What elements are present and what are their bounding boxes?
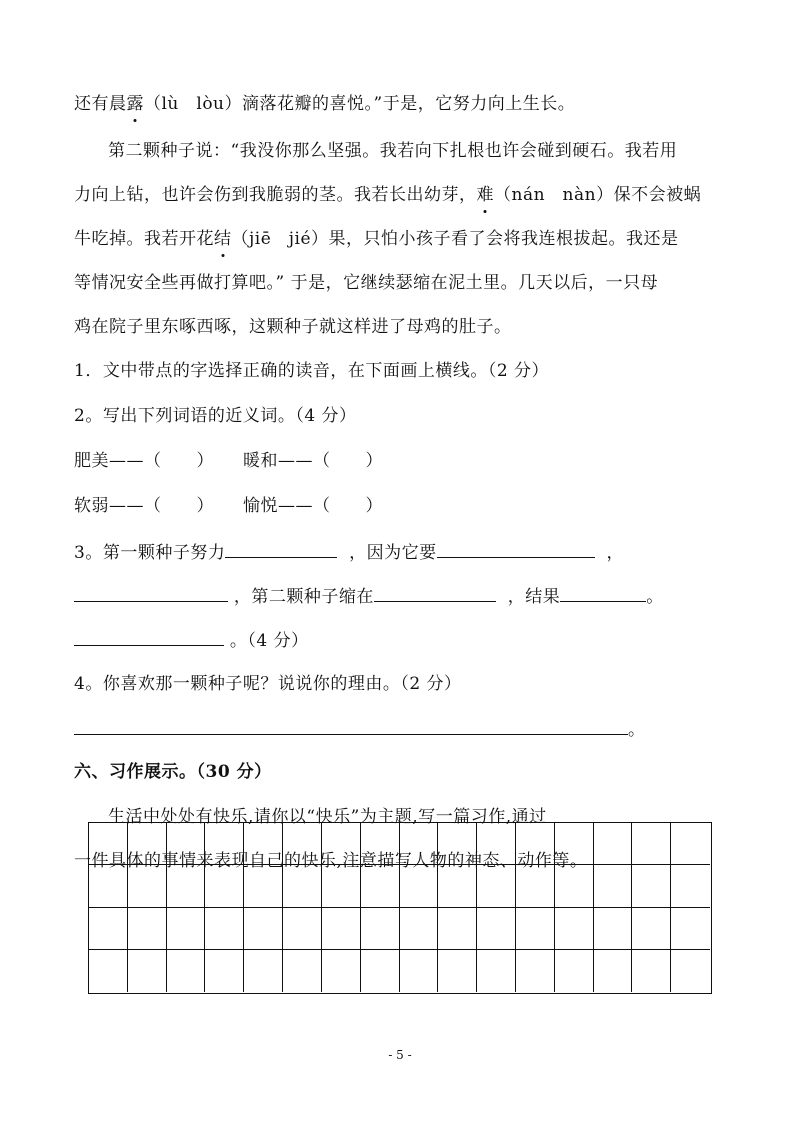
question-3-line-1: 3。第一颗种子努力 ，因为它要 ， bbox=[74, 539, 624, 565]
grid-cell[interactable] bbox=[322, 823, 361, 865]
grid-cell[interactable] bbox=[244, 950, 283, 992]
q3-blank-4[interactable] bbox=[374, 583, 496, 602]
q2-word-ruanruo: 软弱——（ ） bbox=[74, 496, 214, 516]
grid-cell[interactable] bbox=[128, 908, 167, 950]
q3-blank-3[interactable] bbox=[74, 583, 228, 602]
grid-cell[interactable] bbox=[361, 908, 400, 950]
grid-cell[interactable] bbox=[167, 908, 206, 950]
grid-cell[interactable] bbox=[671, 865, 710, 907]
grid-cell[interactable] bbox=[632, 865, 671, 907]
question-2-title: 2。写出下列词语的近义词。（4 分） bbox=[74, 406, 357, 426]
grid-cell[interactable] bbox=[671, 823, 710, 865]
passage-line-6: 鸡在院子里东啄西啄，这颗种子就这样进了母鸡的肚子。 bbox=[74, 317, 512, 337]
grid-cell[interactable] bbox=[671, 908, 710, 950]
grid-cell[interactable] bbox=[89, 950, 128, 992]
grid-cell[interactable] bbox=[283, 908, 322, 950]
grid-cell[interactable] bbox=[594, 908, 633, 950]
grid-cell[interactable] bbox=[361, 950, 400, 992]
page-number: - 5 - bbox=[388, 1048, 412, 1062]
grid-cell[interactable] bbox=[594, 823, 633, 865]
grid-cell[interactable] bbox=[361, 865, 400, 907]
grid-cell[interactable] bbox=[516, 823, 555, 865]
grid-cell[interactable] bbox=[400, 950, 439, 992]
grid-cell[interactable] bbox=[400, 908, 439, 950]
dotted-char-lu: 露 bbox=[126, 94, 144, 114]
q3-blank-6[interactable] bbox=[74, 627, 224, 646]
grid-cell[interactable] bbox=[89, 823, 128, 865]
grid-cell[interactable] bbox=[555, 908, 594, 950]
q2-word-feimei: 肥美——（ ） bbox=[74, 451, 214, 471]
grid-cell[interactable] bbox=[400, 823, 439, 865]
grid-cell[interactable] bbox=[244, 908, 283, 950]
grid-cell[interactable] bbox=[516, 950, 555, 992]
passage-line-4: 牛吃掉。我若开花结（jiē jié）果，只怕小孩子看了会将我连根拔起。我还是 bbox=[74, 229, 679, 249]
grid-cell[interactable] bbox=[477, 908, 516, 950]
grid-cell[interactable] bbox=[516, 908, 555, 950]
grid-cell[interactable] bbox=[361, 823, 400, 865]
dotted-char-jie: 结 bbox=[214, 229, 232, 249]
grid-cell[interactable] bbox=[89, 908, 128, 950]
grid-cell[interactable] bbox=[128, 823, 167, 865]
grid-cell[interactable] bbox=[477, 865, 516, 907]
question-3-line-3: 。（4 分） bbox=[74, 627, 309, 653]
q3-blank-5[interactable] bbox=[560, 583, 646, 602]
section-6-heading: 六、习作展示。（30 分） bbox=[74, 762, 272, 782]
grid-cell[interactable] bbox=[555, 865, 594, 907]
grid-cell[interactable] bbox=[283, 865, 322, 907]
grid-cell[interactable] bbox=[283, 950, 322, 992]
question-4-title: 4。你喜欢那一颗种子呢？说说你的理由。（2 分） bbox=[74, 674, 462, 694]
grid-cell[interactable] bbox=[632, 908, 671, 950]
grid-cell[interactable] bbox=[205, 908, 244, 950]
section-6-prompt-2: 一件具体的事情来表现自己的快乐,注意描写人物的神态、动作等。 bbox=[74, 851, 588, 871]
grid-cell[interactable] bbox=[400, 865, 439, 907]
grid-cell[interactable] bbox=[205, 950, 244, 992]
q3-blank-2[interactable] bbox=[437, 539, 595, 558]
grid-cell[interactable] bbox=[322, 908, 361, 950]
passage-line-1: 还有晨露（lù lòu）滴落花瓣的喜悦。”于是，它努力向上生长。 bbox=[74, 94, 576, 114]
grid-cell[interactable] bbox=[438, 950, 477, 992]
q2-word-yuyue: 愉悦——（ ） bbox=[243, 496, 383, 516]
q3-blank-1[interactable] bbox=[225, 539, 337, 558]
grid-cell[interactable] bbox=[167, 865, 206, 907]
question-4-answer-line: 。 bbox=[74, 716, 646, 742]
grid-cell[interactable] bbox=[632, 950, 671, 992]
grid-cell[interactable] bbox=[438, 908, 477, 950]
q4-answer-blank[interactable] bbox=[74, 716, 628, 735]
grid-cell[interactable] bbox=[205, 823, 244, 865]
grid-cell[interactable] bbox=[205, 865, 244, 907]
grid-cell[interactable] bbox=[555, 950, 594, 992]
question-1: 1．文中带点的字选择正确的读音，在下面画上横线。（2 分） bbox=[74, 361, 550, 381]
passage-line-5: 等情况安全些再做打算吧。” 于是，它继续瑟缩在泥土里。几天以后，一只母 bbox=[74, 273, 659, 293]
grid-cell[interactable] bbox=[477, 950, 516, 992]
grid-cell[interactable] bbox=[438, 865, 477, 907]
passage-line-2: 第二颗种子说：“我没你那么坚强。我若向下扎根也许会碰到硬石。我若用 bbox=[108, 141, 678, 161]
grid-cell[interactable] bbox=[555, 823, 594, 865]
grid-cell[interactable] bbox=[632, 823, 671, 865]
grid-cell[interactable] bbox=[438, 823, 477, 865]
section-6-prompt-1: 生活中处处有快乐,请你以“快乐”为主题,写一篇习作,通过 bbox=[108, 807, 547, 827]
q2-word-nuanhuo: 暖和——（ ） bbox=[243, 451, 383, 471]
grid-cell[interactable] bbox=[516, 865, 555, 907]
grid-cell[interactable] bbox=[594, 865, 633, 907]
writing-grid[interactable] bbox=[88, 822, 712, 994]
grid-cell[interactable] bbox=[89, 865, 128, 907]
grid-cell[interactable] bbox=[128, 950, 167, 992]
dotted-char-nan: 难 bbox=[476, 185, 494, 205]
question-3-line-2: ，第二颗种子缩在 ，结果 。 bbox=[74, 583, 664, 609]
grid-cell[interactable] bbox=[322, 950, 361, 992]
grid-cell[interactable] bbox=[167, 823, 206, 865]
grid-cell[interactable] bbox=[167, 950, 206, 992]
grid-cell[interactable] bbox=[283, 823, 322, 865]
grid-cell[interactable] bbox=[477, 823, 516, 865]
grid-cell[interactable] bbox=[594, 950, 633, 992]
grid-cell[interactable] bbox=[671, 950, 710, 992]
grid-cell[interactable] bbox=[244, 865, 283, 907]
grid-cell[interactable] bbox=[128, 865, 167, 907]
grid-cell[interactable] bbox=[244, 823, 283, 865]
grid-cell[interactable] bbox=[322, 865, 361, 907]
passage-line-3: 力向上钻，也许会伤到我脆弱的茎。我若长出幼芽，难（nán nàn）保不会被蜗 bbox=[74, 185, 702, 205]
